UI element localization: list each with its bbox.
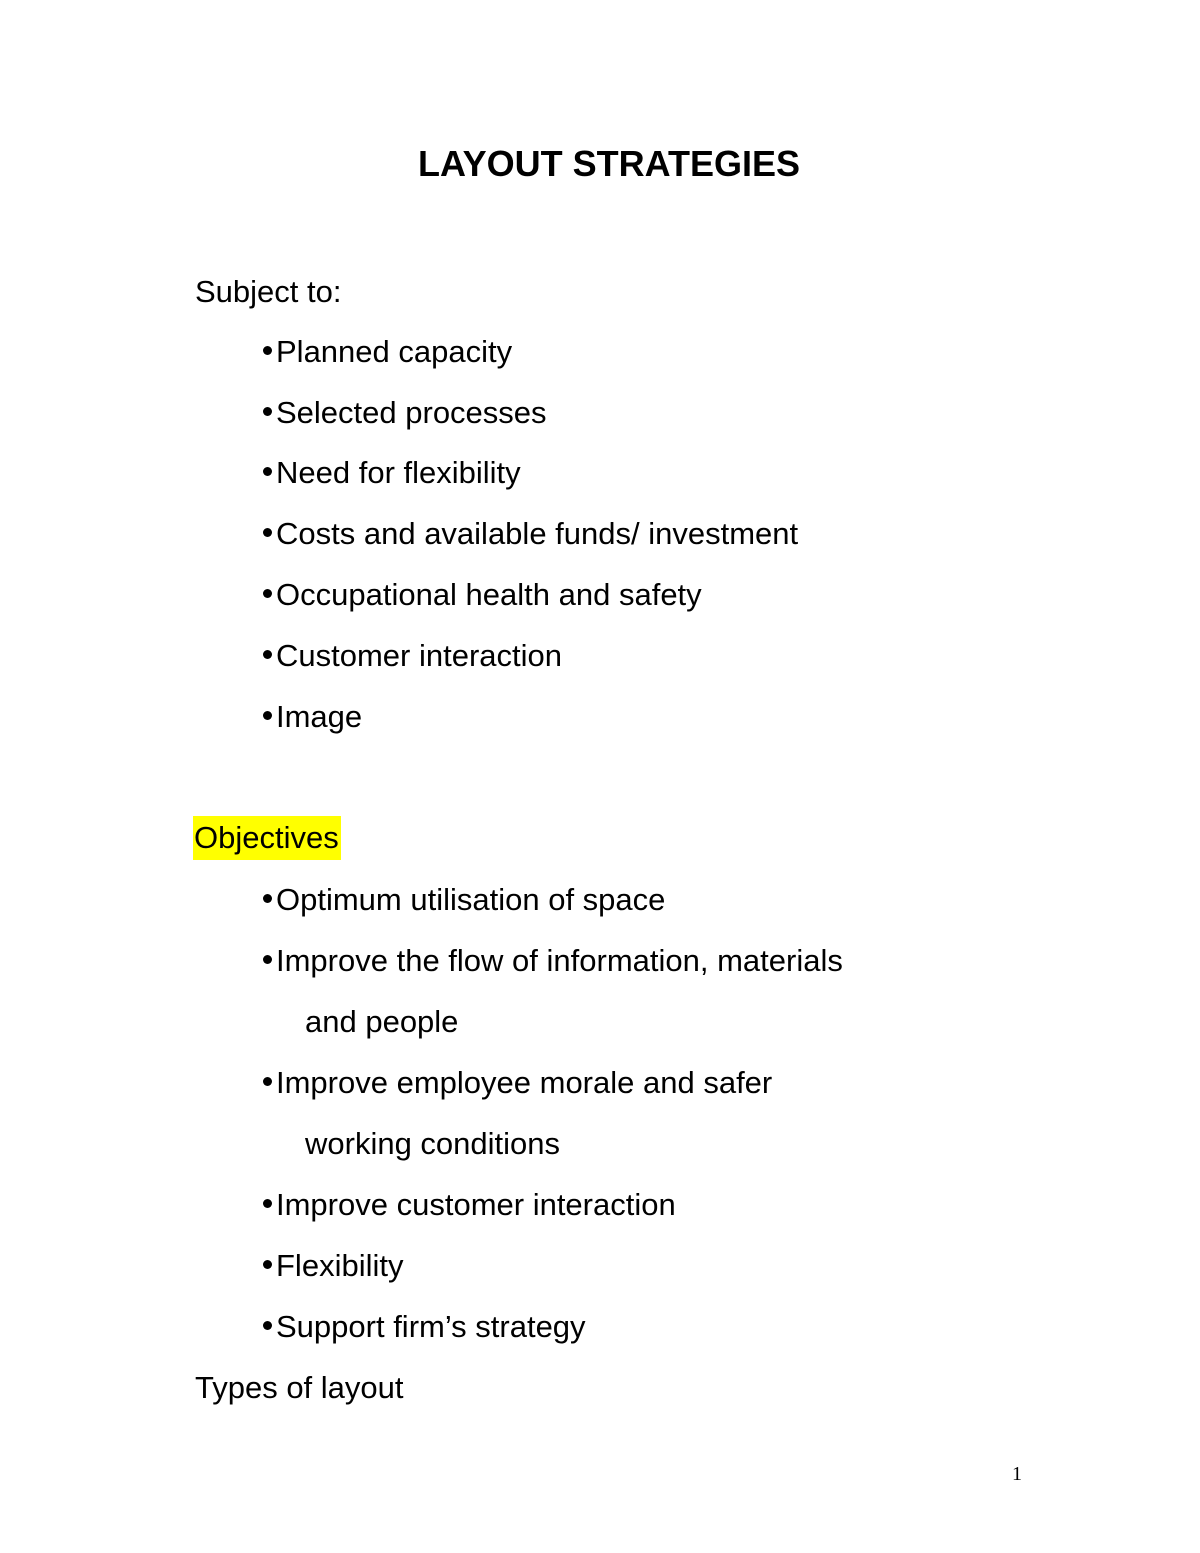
- list-item-label: Need for flexibility: [276, 455, 521, 490]
- bullet-dot-icon: [263, 1260, 272, 1269]
- list-item-label: Selected processes: [276, 395, 547, 430]
- list-item-label: Planned capacity: [276, 334, 513, 369]
- page-number: 1: [1012, 1463, 1022, 1485]
- bullet-dot-icon: [263, 467, 272, 476]
- subject-heading: Subject to:: [195, 274, 342, 309]
- list-item-label: Support firm’s strategy: [276, 1309, 586, 1344]
- bullet-dot-icon: [263, 407, 272, 416]
- list-item: [263, 1246, 403, 1286]
- list-item: [263, 1063, 772, 1103]
- list-item-label: Improve the flow of information, materials: [276, 943, 843, 978]
- objectives-highlight: Objectives: [193, 816, 341, 860]
- list-item: [263, 393, 547, 433]
- bullet-dot-icon: [263, 589, 272, 598]
- list-item: [263, 514, 798, 554]
- list-item-label: Customer interaction: [276, 638, 563, 673]
- types-heading: Types of layout: [195, 1370, 404, 1405]
- list-item: [263, 1307, 586, 1347]
- list-item-label: Optimum utilisation of space: [276, 882, 666, 917]
- list-item-continuation: working conditions: [305, 1126, 561, 1161]
- list-item-label: Flexibility: [276, 1248, 404, 1283]
- list-item-label: Improve customer interaction: [276, 1187, 676, 1222]
- list-item: [263, 575, 702, 615]
- bullet-dot-icon: [263, 894, 272, 903]
- bullet-dot-icon: [263, 650, 272, 659]
- list-item: [263, 697, 362, 737]
- list-item-continuation: and people: [305, 1004, 459, 1039]
- bullet-dot-icon: [263, 1077, 272, 1086]
- list-item-label: Image: [276, 699, 363, 734]
- bullet-dot-icon: [263, 346, 272, 355]
- bullet-dot-icon: [263, 711, 272, 720]
- objectives-heading: [193, 816, 341, 860]
- list-item-label: Occupational health and safety: [276, 577, 702, 612]
- list-item-label: Improve employee morale and safer: [276, 1065, 773, 1100]
- list-item: [263, 636, 562, 676]
- bullet-dot-icon: [263, 1199, 272, 1208]
- list-item: [263, 941, 843, 981]
- bullet-dot-icon: [263, 528, 272, 537]
- list-item: [263, 1185, 676, 1225]
- bullet-dot-icon: [263, 1321, 272, 1330]
- list-item: [263, 880, 665, 920]
- bullet-dot-icon: [263, 955, 272, 964]
- list-item-label: Costs and available funds/ investment: [276, 516, 799, 551]
- page-title: LAYOUT STRATEGIES: [417, 143, 801, 184]
- list-item: [263, 453, 521, 493]
- list-item: [263, 332, 512, 372]
